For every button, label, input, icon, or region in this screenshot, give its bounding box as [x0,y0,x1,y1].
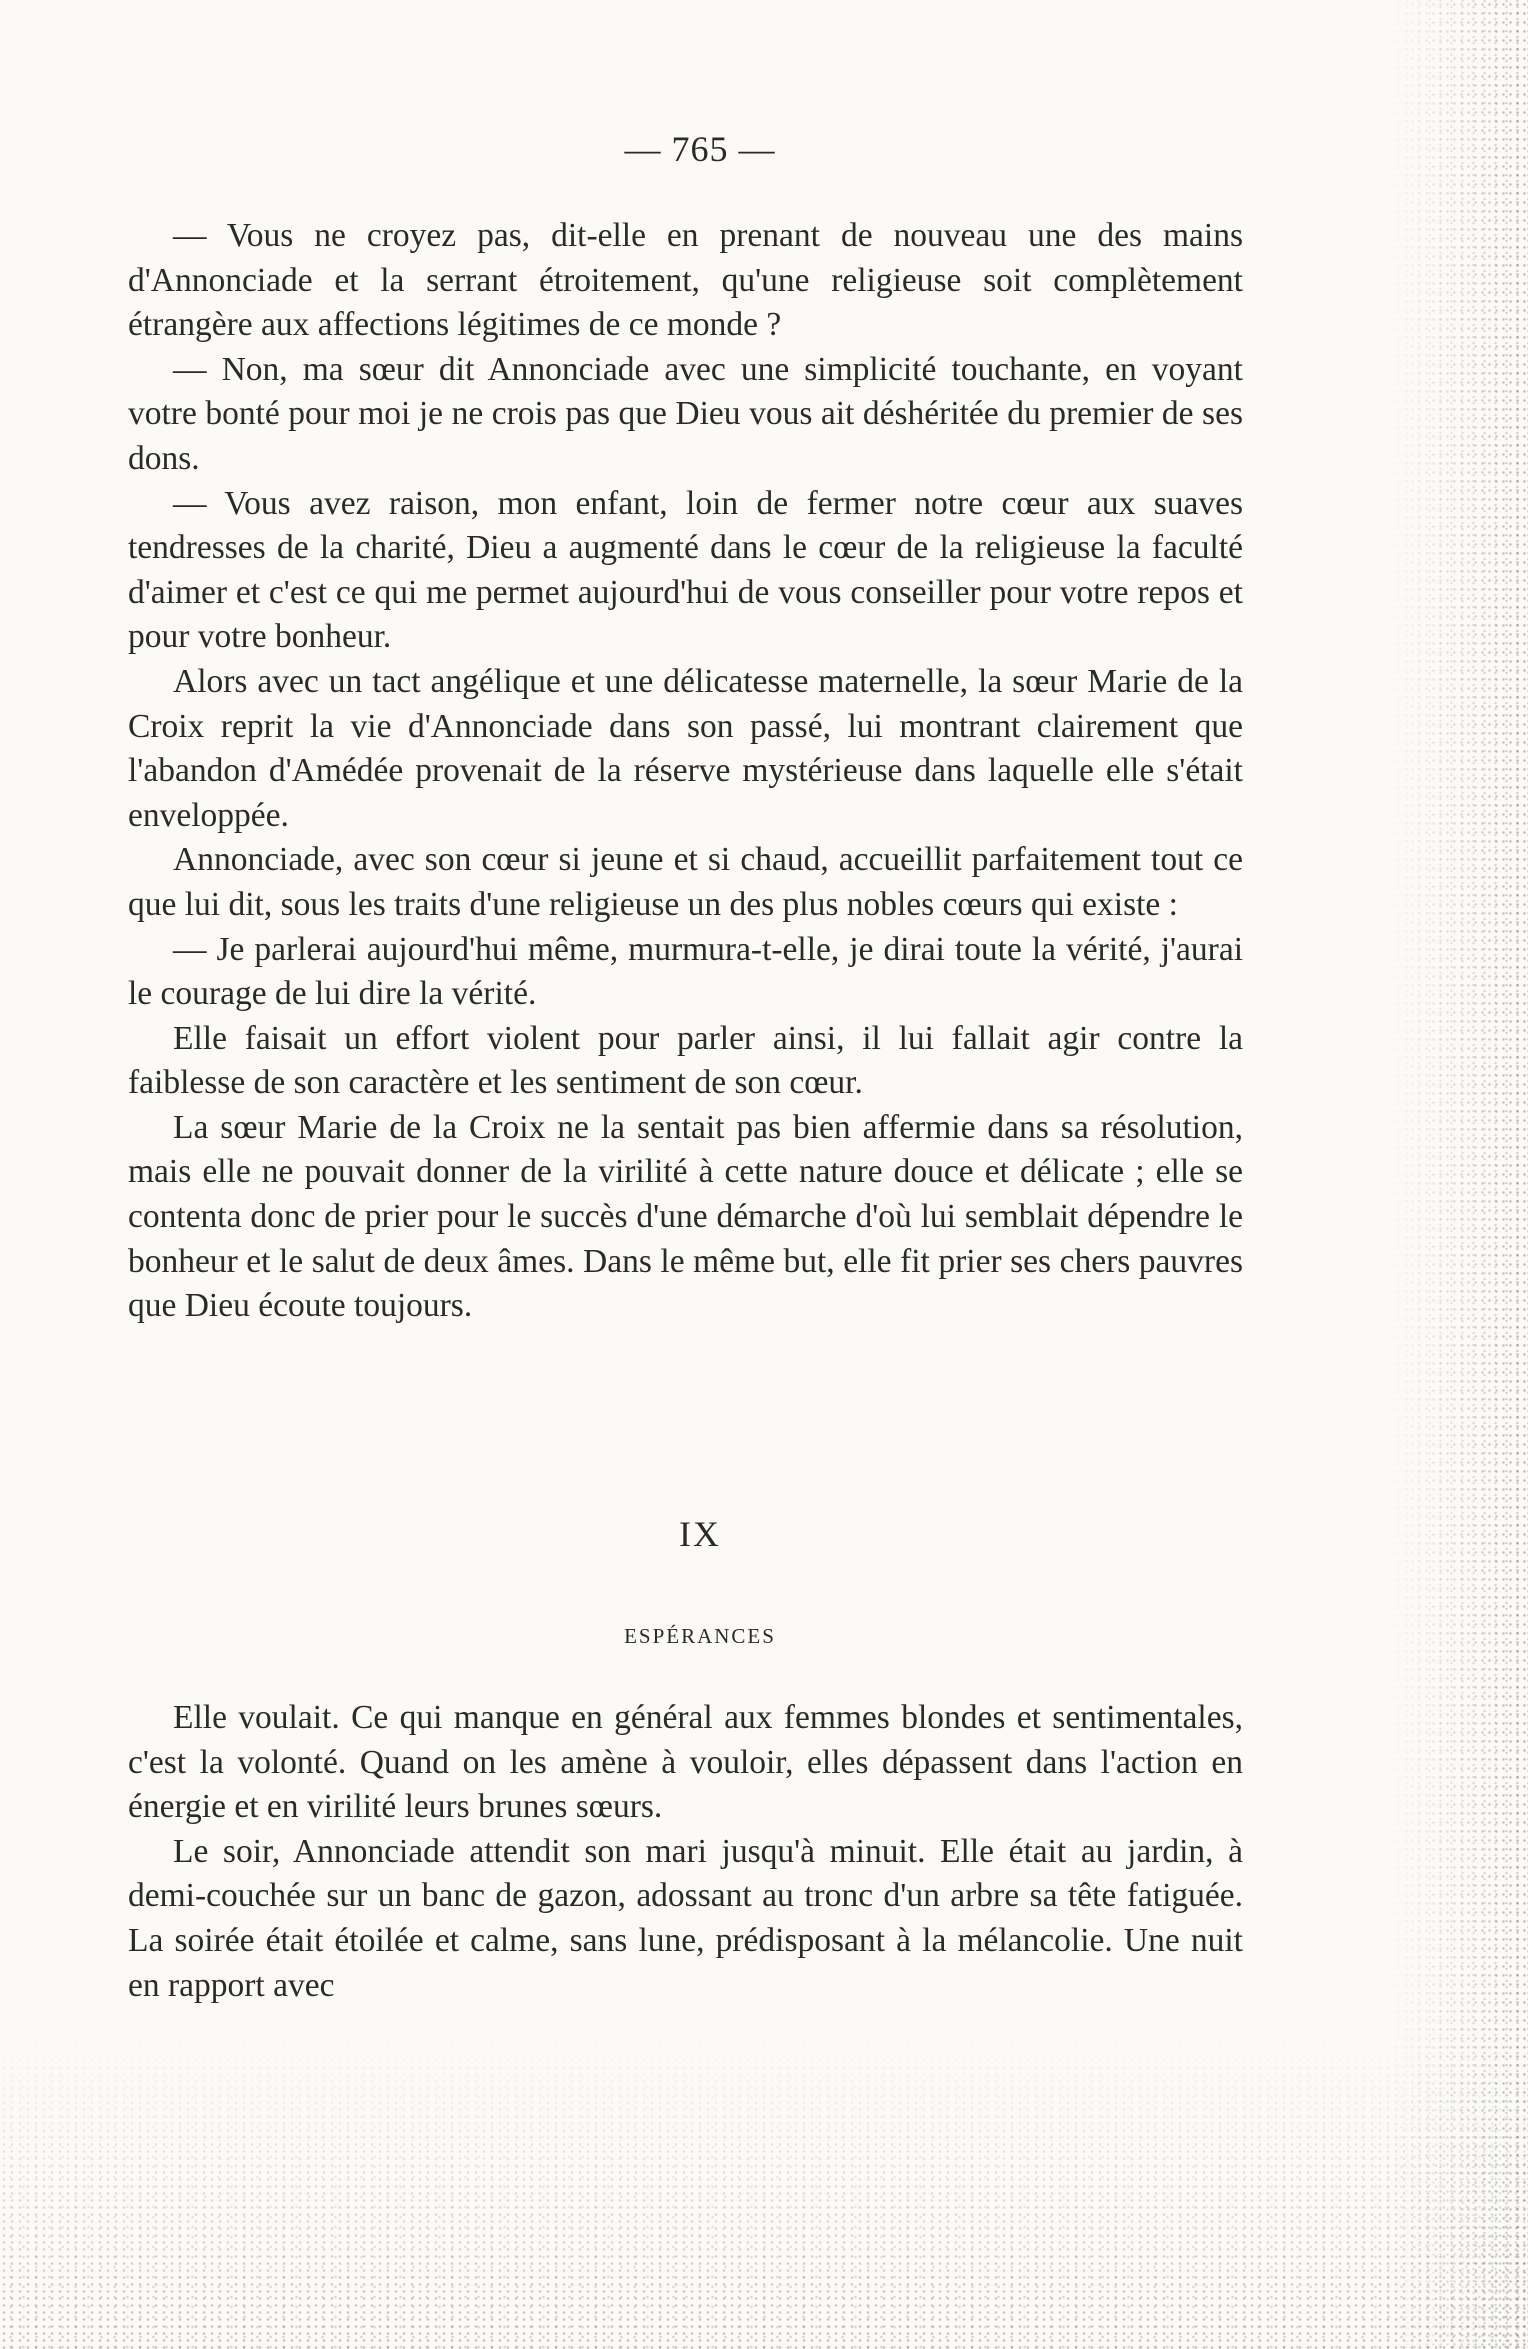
paragraph: Annonciade, avec son cœur si jeune et si chaud, accueillit parfaitement tout ce que lui dit, sous les traits d'une religieuse un des plus nobles cœurs qui existe : [128,841,1243,923]
page-number: — 765 — [624,129,776,169]
section-title: ESPÉRANCES [624,1624,776,1648]
scan-noise-right [1388,0,1528,2349]
paragraph: La sœur Marie de la Croix ne la sentait pas bien affermie dans sa résolution, mais elle ne pouvait donner de la virilité à cette nature douce et délicate ; elle se contenta donc de prier pour le succès d'une démarche d'où lui semblait dépendre le bonheur et le salut de deux âmes. Dans le même but, elle fit prier ses chers pauvres que Dieu écoute toujours. [128,1108,1243,1325]
paragraph: Alors avec un tact angélique et une délicatesse maternelle, la sœur Marie de la Croix reprit la vie d'Annonciade dans son passé, lui montrant clairement que l'abandon d'Amédée provenait de la réserve mystérieuse dans laquelle elle s'était enveloppée. [128,662,1243,834]
text-block-before-section [128,214,1243,1329]
paragraph: Elle voulait. Ce qui manque en général aux femmes blondes et sentimentales, c'est la volonté. Quand on les amène à vouloir, elles dépassent dans l'action en énergie et en virilité leurs brunes sœurs. [128,1699,1243,1826]
scan-noise-bottom [0,2029,1528,2349]
paragraph: Elle faisait un effort violent pour parler ainsi, il lui fallait agir contre la faiblesse de son caractère et les sentiment de son cœur. [128,1019,1243,1102]
paragraph: Le soir, Annonciade attendit son mari jusqu'à minuit. Elle était au jardin, à demi-couchée sur un banc de gazon, adossant au tronc d'un arbre sa tête fatiguée. La soirée était étoilée et calme, sans lune, prédisposant à la mélancolie. Une nuit en rapport avec [128,1832,1243,2004]
section-number: IX [679,1514,721,1554]
paragraph: — Je parlerai aujourd'hui même, murmura-t-elle, je dirai toute la vérité, j'aurai le courage de lui dire la vérité. [128,930,1243,1013]
paragraph: — Non, ma sœur dit Annonciade avec une simplicité touchante, en voyant votre bonté pour moi je ne crois pas que Dieu vous ait déshéritée du premier de ses dons. [128,350,1243,477]
paragraph: — Vous avez raison, mon enfant, loin de fermer notre cœur aux suaves tendresses de la charité, Dieu a augmenté dans le cœur de la religieuse la faculté d'aimer et c'est ce qui me permet aujourd'hui de vous conseiller pour votre repos et pour votre bonheur. [128,484,1243,656]
text-block-after-section [128,1696,1243,2008]
paragraph: — Vous ne croyez pas, dit-elle en prenant de nouveau une des mains d'Annonciade et la serrant étroitement, qu'une religieuse soit complètement étrangère aux affections légitimes de ce monde ? [128,217,1243,344]
